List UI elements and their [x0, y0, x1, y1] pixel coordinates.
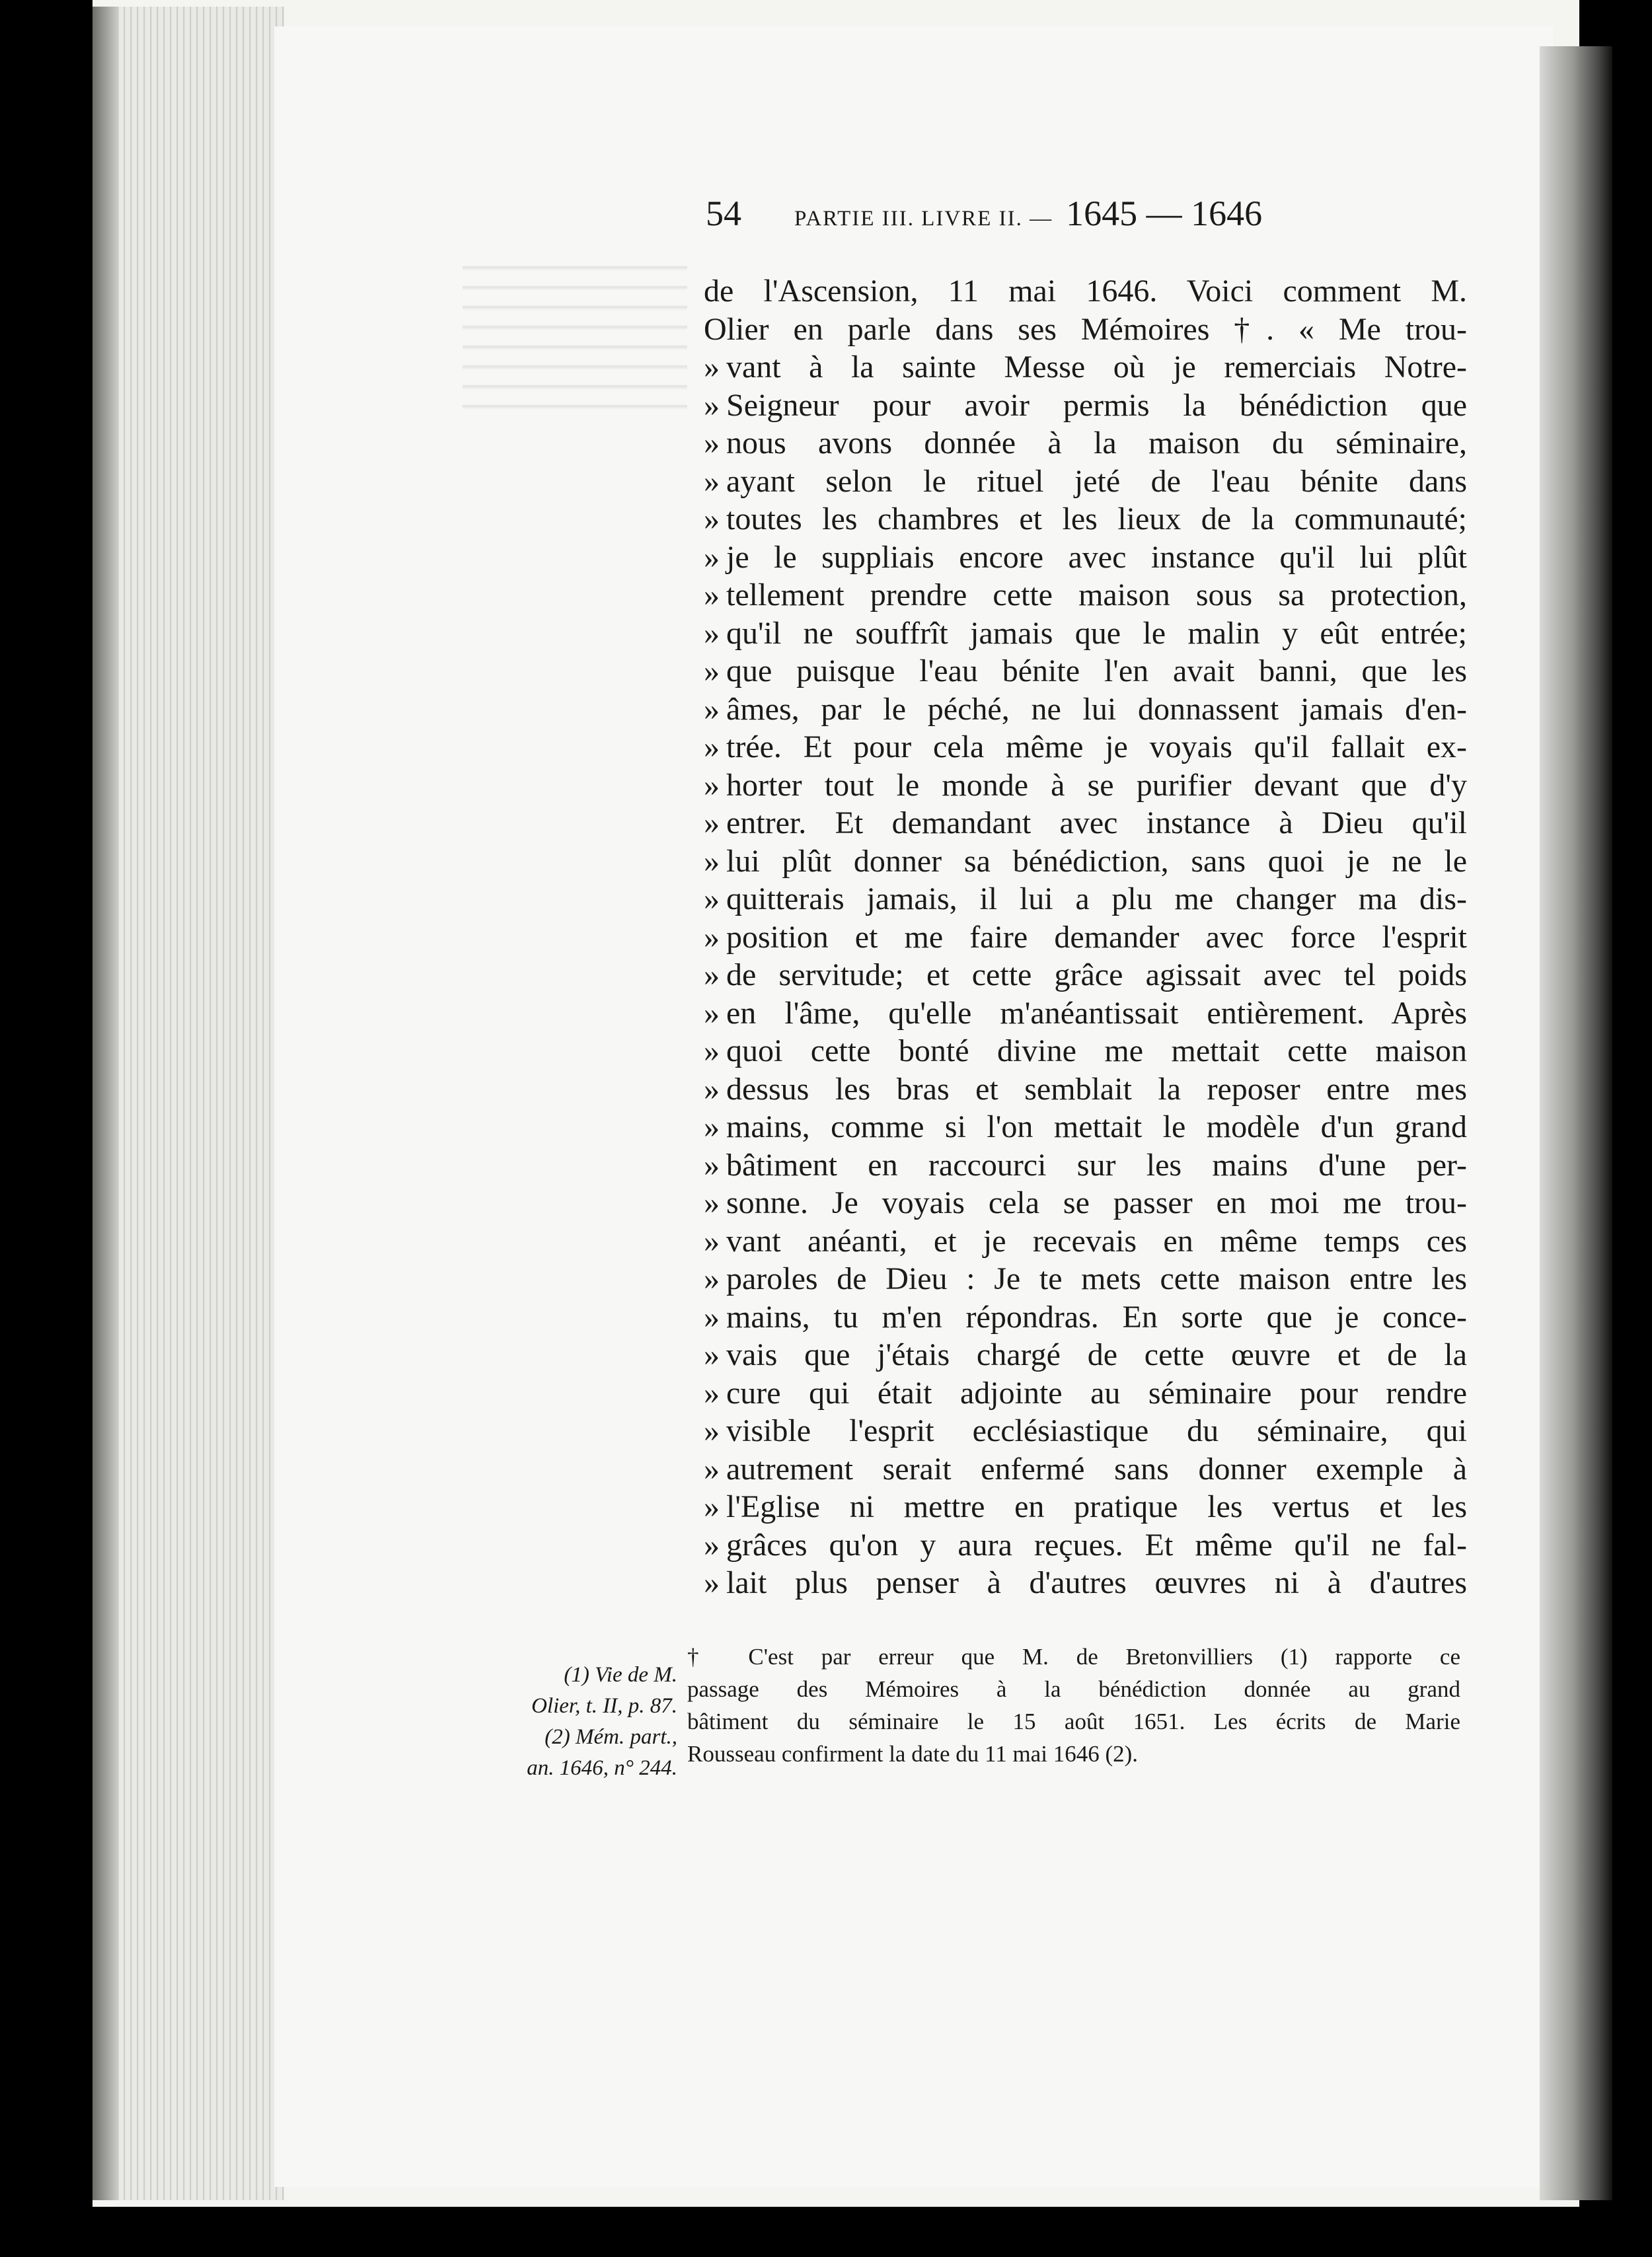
line-text: ayant selon le rituel jeté de l'eau bénite dans	[726, 463, 1467, 499]
text-line	[704, 1412, 1467, 1450]
quote-mark: »	[704, 1375, 720, 1411]
text-line	[704, 462, 1467, 501]
quote-mark: »	[704, 919, 720, 955]
text-line	[704, 1260, 1467, 1298]
line-text: grâces qu'on y aura reçues. Et même qu'il ne fal-	[726, 1527, 1467, 1563]
page-number: 54	[706, 194, 741, 233]
text-line	[704, 956, 1467, 994]
quote-mark: »	[704, 1033, 720, 1068]
text-line	[704, 1222, 1467, 1261]
quote-mark: »	[704, 1413, 720, 1448]
text-line	[704, 766, 1467, 805]
line-text: visible l'esprit ecclésiastique du séminaire, qui	[726, 1413, 1467, 1448]
line-text: que puisque l'eau bénite l'en avait banni, que les	[726, 653, 1467, 688]
line-text: dessus les bras et semblait la reposer entre mes	[726, 1071, 1467, 1107]
line-text: quoi cette bonté divine me mettait cette maison	[726, 1033, 1467, 1068]
line-text: lait plus penser à d'autres œuvres ni à d'autres	[726, 1565, 1467, 1600]
quote-mark: »	[704, 767, 720, 803]
line-text: nous avons donnée à la maison du séminaire,	[726, 426, 1467, 461]
line-text: trée. Et pour cela même je voyais qu'il fallait ex-	[726, 729, 1467, 764]
text-line	[704, 576, 1467, 614]
line-text: Olier en parle dans ses Mémoires †. « Me trou-	[704, 311, 1467, 347]
text-line	[704, 804, 1467, 842]
side-note-line: Olier, t. II, p. 87.	[531, 1694, 677, 1718]
text-line	[704, 1564, 1467, 1602]
text-line	[704, 1032, 1467, 1070]
line-text: entrer. Et demandant avec instance à Dieu qu'il	[726, 805, 1467, 840]
quote-mark: »	[704, 1337, 720, 1372]
footnote-line: Rousseau confirment la date du 11 mai 1646 (2).	[687, 1741, 1139, 1767]
side-notes	[486, 1660, 677, 1784]
gutter-shadow	[1540, 46, 1612, 2200]
quote-mark: »	[704, 1451, 720, 1487]
text-line	[704, 880, 1467, 918]
line-text: sonne. Je voyais cela se passer en moi me trou-	[726, 1185, 1467, 1220]
text-line	[704, 1298, 1467, 1337]
quote-mark: »	[704, 1527, 720, 1563]
quote-mark: »	[704, 463, 720, 499]
running-head-years: 1645 — 1646	[1066, 194, 1263, 233]
line-text: de l'Ascension, 11 mai 1646. Voici comment M.	[704, 274, 1467, 309]
quote-mark: »	[704, 1109, 720, 1144]
text-line	[704, 1108, 1467, 1146]
page-edges-shadow	[93, 7, 119, 2200]
line-text: vant anéanti, et je recevais en même temps ces	[726, 1223, 1467, 1259]
text-line	[704, 311, 1467, 349]
line-text: je le suppliais encore avec instance qu'il lui plût	[726, 539, 1467, 575]
text-line	[704, 1146, 1467, 1185]
text-line	[704, 1336, 1467, 1374]
line-text: de servitude; et cette grâce agissait avec tel poids	[726, 957, 1467, 992]
line-text: vant à la sainte Messe où je remerciais Notre-	[726, 350, 1467, 385]
running-head: PARTIE III. LIVRE II. —	[794, 207, 1053, 231]
quote-mark: »	[704, 350, 720, 385]
quote-mark: »	[704, 1223, 720, 1259]
text-line	[704, 1526, 1467, 1565]
text-line	[704, 1488, 1467, 1526]
quote-mark: »	[704, 387, 720, 423]
line-text: qu'il ne souffrît jamais que le malin y eût entrée;	[726, 615, 1467, 651]
text-line	[704, 842, 1467, 881]
side-note-line: (2) Mém. part.,	[544, 1725, 677, 1749]
footnote-line: † C'est par erreur que M. de Bretonvilliers (1) rapporte ce	[687, 1644, 1460, 1670]
line-text: en l'âme, qu'elle m'anéantissait entièrement. Après	[726, 995, 1467, 1031]
quote-mark: »	[704, 1489, 720, 1524]
quote-mark: »	[704, 1261, 720, 1296]
line-text: paroles de Dieu : Je te mets cette maison entre les	[726, 1261, 1467, 1296]
quote-mark: »	[704, 615, 720, 651]
text-line	[704, 1070, 1467, 1109]
quote-mark: »	[704, 805, 720, 840]
side-note-line: an. 1646, n° 244.	[527, 1756, 677, 1780]
quote-mark: »	[704, 957, 720, 992]
quote-mark: »	[704, 881, 720, 916]
text-line	[704, 1184, 1467, 1222]
line-text: tellement prendre cette maison sous sa protection,	[726, 577, 1467, 612]
quote-mark: »	[704, 843, 720, 879]
text-line	[704, 918, 1467, 957]
line-text: mains, comme si l'on mettait le modèle d'un grand	[726, 1109, 1467, 1144]
side-note-line: (1) Vie de M.	[564, 1663, 677, 1687]
text-line	[704, 348, 1467, 387]
quote-mark: »	[704, 729, 720, 764]
footnote-line: bâtiment du séminaire le 15 août 1651. Les écrits de Marie	[687, 1709, 1460, 1734]
footnote-line: passage des Mémoires à la bénédiction donnée au grand	[687, 1676, 1460, 1702]
bleed-through	[463, 251, 687, 423]
line-text: horter tout le monde à se purifier devant que d'y	[726, 767, 1467, 803]
line-text: quitterais jamais, il lui a plu me changer ma dis-	[726, 881, 1467, 916]
text-line	[704, 994, 1467, 1033]
text-line	[704, 728, 1467, 766]
line-text: vais que j'étais chargé de cette œuvre et de la	[726, 1337, 1467, 1372]
text-line	[704, 272, 1467, 311]
line-text: autrement serait enfermé sans donner exemple à	[726, 1451, 1467, 1487]
quote-mark: »	[704, 1071, 720, 1107]
text-line	[704, 387, 1467, 425]
quote-mark: »	[704, 539, 720, 575]
line-text: âmes, par le péché, ne lui donnassent jamais d'en-	[726, 691, 1467, 727]
footnote	[687, 1641, 1460, 1770]
quote-mark: »	[704, 1299, 720, 1335]
quote-mark: »	[704, 577, 720, 612]
line-text: cure qui était adjointe au séminaire pour rendre	[726, 1375, 1467, 1411]
line-text: Seigneur pour avoir permis la bénédiction que	[726, 387, 1467, 423]
text-line	[704, 424, 1467, 462]
text-line	[704, 614, 1467, 653]
text-line	[704, 1374, 1467, 1413]
quote-mark: »	[704, 1147, 720, 1183]
quote-mark: »	[704, 426, 720, 461]
quote-mark: »	[704, 1565, 720, 1600]
quote-mark: »	[704, 501, 720, 536]
line-text: toutes les chambres et les lieux de la communauté;	[726, 501, 1467, 536]
body-text	[704, 272, 1467, 1602]
text-line	[704, 538, 1467, 577]
line-text: lui plût donner sa bénédiction, sans quoi je ne le	[726, 843, 1467, 879]
line-text: l'Eglise ni mettre en pratique les vertus et les	[726, 1489, 1467, 1524]
text-line	[704, 690, 1467, 729]
line-text: position et me faire demander avec force l'esprit	[726, 919, 1467, 955]
quote-mark: »	[704, 653, 720, 688]
quote-mark: »	[704, 1185, 720, 1220]
page-header	[706, 193, 1367, 252]
text-line	[704, 1450, 1467, 1489]
line-text: mains, tu m'en répondras. En sorte que je conce-	[726, 1299, 1467, 1335]
text-line	[704, 500, 1467, 538]
line-text: bâtiment en raccourci sur les mains d'une per-	[726, 1147, 1467, 1183]
quote-mark: »	[704, 691, 720, 727]
text-line	[704, 652, 1467, 690]
page-edges	[93, 7, 284, 2200]
quote-mark: »	[704, 995, 720, 1031]
